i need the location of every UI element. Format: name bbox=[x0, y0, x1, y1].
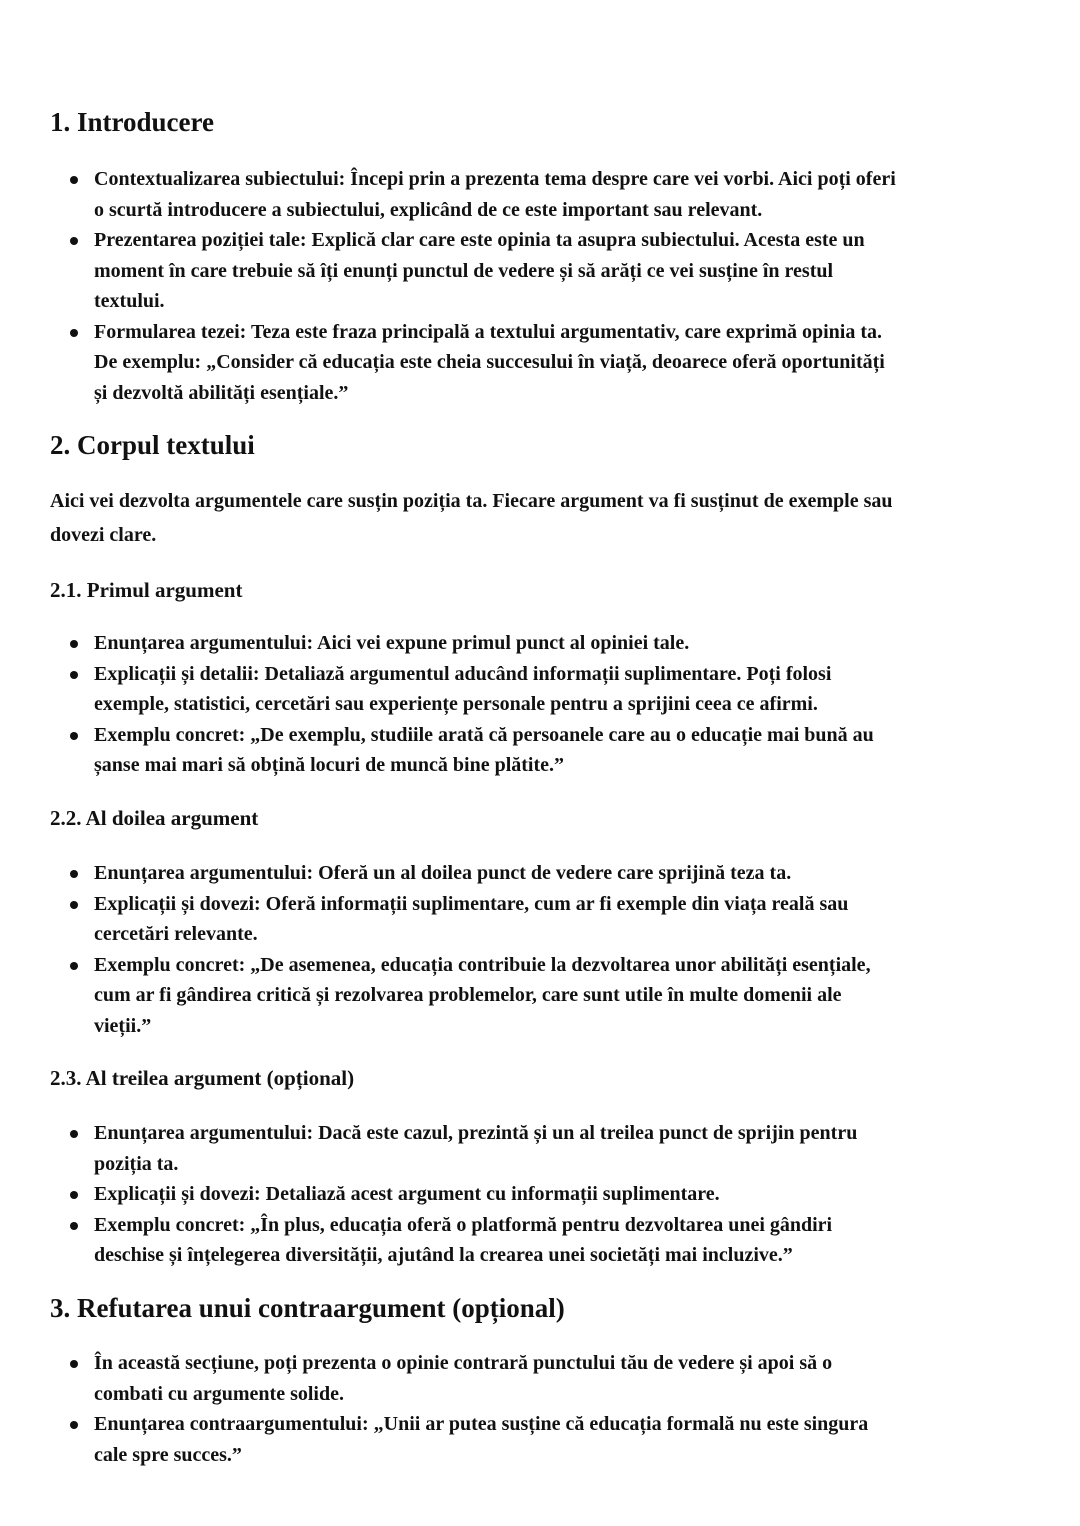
heading-refutarea: 3. Refutarea unui contraargument (opțional) bbox=[50, 1293, 565, 1323]
list-item-line: Exemplu concret: „De asemenea, educația contribuie la dezvoltarea unor abilități esențiale, bbox=[94, 953, 871, 976]
list-item bbox=[50, 1179, 857, 1210]
list-item-line: moment în care trebuie să îți enunți punctul de vedere și să arăți ce vei susține în restul bbox=[94, 259, 834, 282]
list-al-doilea-argument bbox=[50, 858, 871, 1041]
paragraph-line: dovezi clare. bbox=[50, 524, 157, 546]
list-item-line: Explicații și detalii: Detaliază argumentul aducând informații suplimentare. Poți folosi bbox=[94, 662, 832, 685]
list-item-line: Explicații și dovezi: Detaliază acest argument cu informații suplimentare. bbox=[94, 1183, 720, 1205]
list-item-line: textului. bbox=[94, 290, 165, 312]
list-item-line: deschise și înțelegerea diversității, ajutând la crearea unei societăți mai incluzive.” bbox=[94, 1244, 793, 1266]
list-item bbox=[50, 659, 874, 720]
list-item-line: exemple, statistici, cercetări sau experiențe personale pentru a sprijini ceea ce afirmi. bbox=[94, 693, 818, 715]
list-item-line: Prezentarea poziției tale: Explică clar care este opinia ta asupra subiectului. Acesta este un bbox=[94, 229, 865, 251]
list-item-line: cercetări relevante. bbox=[94, 923, 258, 945]
heading-introducere: 1. Introducere bbox=[50, 107, 214, 137]
list-item-line: poziția ta. bbox=[94, 1152, 179, 1175]
list-item bbox=[50, 628, 874, 659]
list-item-line: Enunțarea argumentului: Aici vei expune primul punct al opiniei tale. bbox=[94, 632, 690, 654]
list-refutarea bbox=[50, 1348, 868, 1470]
list-item-line: și dezvoltă abilități esențiale.” bbox=[94, 381, 349, 404]
heading-primul-argument: 2.1. Primul argument bbox=[50, 578, 243, 602]
list-item-line: vieții.” bbox=[94, 1014, 152, 1037]
paragraph-line: Aici vei dezvolta argumentele care susțin poziția ta. Fiecare argument va fi susținut de exemple sau bbox=[50, 490, 893, 512]
list-item-line: cale spre succes.” bbox=[94, 1443, 242, 1466]
heading-al-treilea-argument: 2.3. Al treilea argument (opțional) bbox=[50, 1066, 355, 1090]
list-introducere bbox=[50, 164, 896, 408]
list-item bbox=[50, 317, 896, 409]
list-item bbox=[50, 1348, 868, 1409]
list-item bbox=[50, 889, 871, 950]
list-item-line: De exemplu: „Consider că educația este cheia succesului în viață, deoarece oferă oportunități bbox=[94, 351, 885, 373]
list-item-line: În această secțiune, poți prezenta o opinie contrară punctului tău de vedere și apoi să o bbox=[94, 1352, 833, 1374]
list-item-line: o scurtă introducere a subiectului, explicând de ce este important sau relevant. bbox=[94, 198, 763, 221]
list-item bbox=[50, 164, 896, 225]
list-item-line: Enunțarea argumentului: Oferă un al doilea punct de vedere care sprijină teza ta. bbox=[94, 862, 792, 884]
list-item-line: Enunțarea argumentului: Dacă este cazul, prezintă și un al treilea punct de sprijin pentru bbox=[94, 1122, 858, 1144]
list-item bbox=[50, 720, 874, 781]
list-item bbox=[50, 1118, 857, 1179]
heading-al-doilea-argument: 2.2. Al doilea argument bbox=[50, 806, 259, 830]
list-item-line: Contextualizarea subiectului: Începi prin a prezenta tema despre care vei vorbi. Aici poți oferi bbox=[94, 168, 896, 190]
list-item-line: cum ar fi gândirea critică și rezolvarea problemelor, care sunt utile în multe domenii ale bbox=[94, 984, 842, 1006]
list-item-line: Enunțarea contraargumentului: „Unii ar putea susține că educația formală nu este singura bbox=[94, 1413, 869, 1435]
list-item-line: Formularea tezei: Teza este fraza principală a textului argumentativ, care exprimă opinia ta. bbox=[94, 320, 883, 343]
list-item-line: șanse mai mari să obțină locuri de muncă bine plătite.” bbox=[94, 754, 565, 776]
list-item bbox=[50, 858, 871, 889]
list-al-treilea-argument bbox=[50, 1118, 857, 1271]
heading-corpul-textului: 2. Corpul textului bbox=[50, 430, 255, 460]
list-primul-argument bbox=[50, 628, 874, 781]
list-item-line: Exemplu concret: „De exemplu, studiile arată că persoanele care au o educație mai bună au bbox=[94, 723, 874, 746]
list-item bbox=[50, 1210, 857, 1271]
list-item bbox=[50, 950, 871, 1042]
paragraph-corpul-textului bbox=[50, 484, 892, 552]
list-item bbox=[50, 225, 896, 317]
list-item-line: Exemplu concret: „În plus, educația oferă o platformă pentru dezvoltarea unei gândiri bbox=[94, 1213, 833, 1236]
list-item bbox=[50, 1409, 868, 1470]
list-item-line: combati cu argumente solide. bbox=[94, 1382, 344, 1405]
list-item-line: Explicații și dovezi: Oferă informații suplimentare, cum ar fi exemple din viața reală sau bbox=[94, 892, 849, 915]
